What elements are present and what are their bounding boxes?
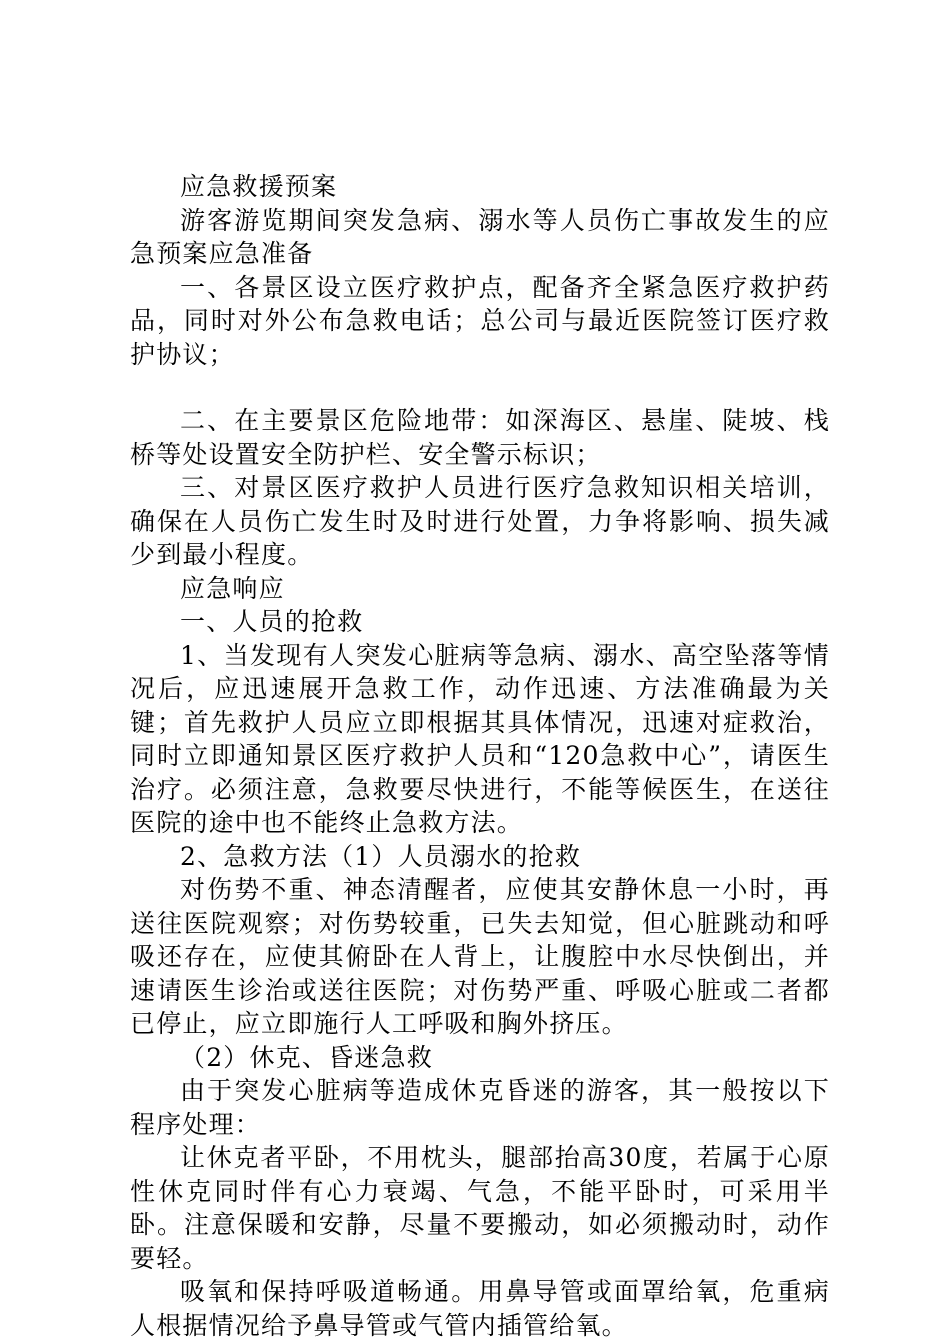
heading-emergency-response: 应急响应 — [180, 573, 285, 603]
heading-emergency-plan: 应急救援预案 — [180, 172, 338, 201]
paragraph-prep-item-2: 二、在主要景区危险地带：如深海区、悬崖、陡坡、栈桥等处设置安全防护栏、安全警示标识； — [130, 406, 830, 469]
paragraph-shock-step-1: 让休克者平卧，不用枕头，腿部抬高30度，若属于心原性休克同时伴有心力衰竭、气急，不能平卧时，可采用半卧。注意保暖和安静，尽量不要搬动，如必须搬动时，动作要轻。 — [130, 1143, 830, 1273]
paragraph-rescue-item-1: 1、当发现有人突发心脏病等急病、溺水、高空坠落等情况后，应迅速展开急救工作，动作迅速、方法准确最为关键；首先救护人员应立即根据其具体情况，迅速对症救治，同时立即通知景区医疗救护人员和“120急救中心”，请医生治疗。必须注意，急救要尽快进行，不能等候医生，在送往医院的途中也不能终止急救方法。 — [130, 640, 830, 837]
paragraph-plan-scope: 游客游览期间突发急病、溺水等人员伤亡事故发生的应急预案应急准备 — [130, 205, 830, 268]
document-body — [130, 170, 830, 1342]
paragraph-prep-item-3: 三、对景区医疗救护人员进行医疗急救知识相关培训，确保在人员伤亡发生时及时进行处置，力争将影响、损失减少到最小程度。 — [130, 473, 830, 569]
paragraph-shock-step-2: 吸氧和保持呼吸道畅通。用鼻导管或面罩给氧，危重病人根据情况给予鼻导管或气管内插管给氧。 — [130, 1277, 830, 1340]
paragraph-prep-item-1: 一、各景区设立医疗救护点，配备齐全紧急医疗救护药品，同时对外公布急救电话；总公司与最近医院签订医疗救护协议； — [130, 272, 830, 369]
paragraph-shock-intro: 由于突发心脏病等造成休克昏迷的游客，其一般按以下程序处理： — [130, 1076, 830, 1139]
paragraph-drowning-procedure: 对伤势不重、神态清醒者，应使其安静休息一小时，再送往医院观察；对伤势较重，已失去知觉，但心脏跳动和呼吸还存在，应使其俯卧在人背上，让腹腔中水尽快倒出，并速请医生诊治或送往医院；对伤势严重、呼吸心脏或二者都已停止，应立即施行人工呼吸和胸外挤压。 — [130, 875, 830, 1038]
heading-drowning-rescue: 2、急救方法（1）人员溺水的抢救 — [180, 841, 582, 871]
heading-rescue: 一、人员的抢救 — [180, 607, 364, 636]
heading-shock-rescue: （2）休克、昏迷急救 — [180, 1042, 433, 1072]
